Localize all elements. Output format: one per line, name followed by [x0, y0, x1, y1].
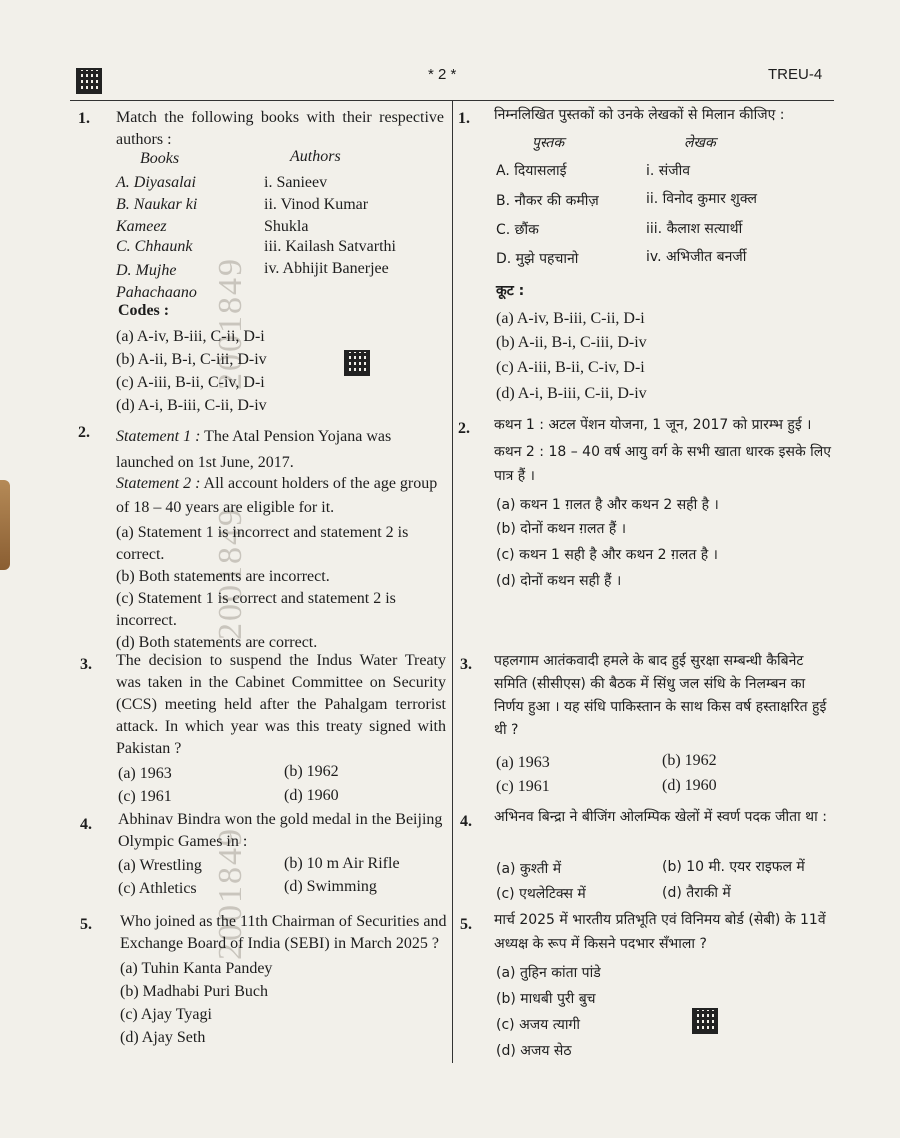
- column-header: Authors: [290, 148, 341, 165]
- list-item: i. संजीव: [646, 163, 691, 179]
- answer-option[interactable]: (d) A-i, B-iii, C-ii, D-iv: [496, 385, 647, 402]
- list-item: A. Diyasalai: [116, 174, 196, 191]
- answer-option[interactable]: (d) दोनों कथन सही हैं ।: [496, 573, 622, 589]
- qr-code-icon: [346, 352, 368, 374]
- watermark: 2001849: [212, 257, 249, 390]
- question-number: 4.: [80, 816, 92, 833]
- answer-option[interactable]: (d) 1960: [284, 787, 339, 804]
- list-item: iii. Kailash Satvarthi: [264, 238, 396, 255]
- question-text: पहलगाम आतंकवादी हमले के बाद हुई सुरक्षा सम्बन्धी कैबिनेट समिति (सीसीएस) की बैठक में सिंधु जल संधि के निलम्बन का निर्णय हुआ । यह संधि पाकिस्तान के साथ किस वर्ष हस्ताक्षरित हुई थी ?: [494, 653, 827, 738]
- codes-label: Codes :: [118, 302, 170, 319]
- answer-option[interactable]: (a) कुश्ती में: [496, 861, 562, 877]
- answer-option[interactable]: (b) Both statements are incorrect.: [116, 568, 330, 585]
- list-item: ii. विनोद कुमार शुक्ल: [646, 191, 757, 207]
- list-item: D. Mujhe Pahachaano: [116, 262, 197, 301]
- answer-option[interactable]: (c) 1961: [496, 778, 550, 795]
- column-header: Books: [140, 150, 180, 167]
- answer-option[interactable]: (a) 1963: [118, 765, 172, 782]
- question-text: अभिनव बिन्द्रा ने बीजिंग ओलम्पिक खेलों में स्वर्ण पदक जीता था :: [494, 809, 827, 825]
- column-divider: [452, 100, 453, 1063]
- question-number: 1.: [78, 110, 90, 127]
- question-number: 2.: [78, 424, 90, 441]
- answer-option[interactable]: (d) Swimming: [284, 878, 377, 895]
- statement-2: [116, 472, 444, 520]
- question-text: The decision to suspend the Indus Water Treaty was taken in the Cabinet Committee on Security (CCS) meeting held after the Pahalgam terrorist attack. In which year was this treaty signed with Pakistan ?: [116, 652, 446, 757]
- answer-option[interactable]: (b) Madhabi Puri Buch: [120, 983, 268, 1000]
- paper-code: TREU-4: [768, 66, 823, 83]
- question-text: Match the following books with their respective authors :: [116, 109, 444, 148]
- answer-option[interactable]: (b) A-ii, B-i, C-iii, D-iv: [496, 334, 647, 351]
- answer-option[interactable]: (a) तुहिन कांता पांडे: [496, 965, 601, 981]
- watermark: 2001849: [212, 827, 249, 960]
- answer-option[interactable]: (d) तैराकी में: [662, 885, 731, 901]
- list-item: iv. अभिजीत बनर्जी: [646, 249, 747, 265]
- list-item: ii. Vinod Kumar Shukla: [264, 196, 369, 235]
- column-header: पुस्तक: [532, 135, 565, 151]
- list-item: C. Chhaunk: [116, 238, 193, 255]
- list-item: iii. कैलाश सत्यार्थी: [646, 221, 743, 237]
- qr-code-icon: [78, 70, 100, 92]
- page-number: * 2 *: [428, 66, 457, 83]
- list-item: B. Naukar ki Kameez: [116, 196, 198, 235]
- question-text: Abhinav Bindra won the gold medal in the Beijing Olympic Games in :: [118, 811, 443, 850]
- question-text: निम्नलिखित पुस्तकों को उनके लेखकों से मिलान कीजिए :: [494, 107, 785, 123]
- question-number: 5.: [80, 916, 92, 933]
- answer-option[interactable]: (a) कथन 1 ग़लत है और कथन 2 सही है ।: [496, 497, 719, 513]
- statement-2: कथन 2 : 18 – 40 वर्ष आयु वर्ग के सभी खाता धारक इसके लिए पात्र हैं ।: [494, 444, 832, 484]
- list-item: D. मुझे पहचानो: [496, 251, 579, 267]
- answer-option[interactable]: (c) कथन 1 सही है और कथन 2 ग़लत है ।: [496, 547, 718, 563]
- answer-option[interactable]: (c) A-iii, B-ii, C-iv, D-i: [496, 359, 645, 376]
- answer-option[interactable]: (b) 10 m Air Rifle: [284, 855, 400, 872]
- answer-option[interactable]: (a) A-iv, B-iii, C-ii, D-i: [496, 310, 645, 327]
- answer-option[interactable]: (c) अजय त्यागी: [496, 1017, 581, 1033]
- statement-text: The Atal Pension Yojana was launched on 1st June, 2017.: [116, 428, 392, 471]
- answer-option[interactable]: (a) A-iv, B-iii, C-ii, D-i: [116, 328, 265, 345]
- paper-stain: [0, 480, 10, 570]
- answer-option[interactable]: (d) A-i, B-iii, C-ii, D-iv: [116, 397, 267, 414]
- statement-text: All account holders of the age group of 18 – 40 years are eligible for it.: [116, 475, 438, 516]
- answer-option[interactable]: (b) माधबी पुरी बुच: [496, 991, 596, 1007]
- answer-option[interactable]: (d) अजय सेठ: [496, 1043, 572, 1059]
- statement-1: [116, 424, 444, 476]
- statement-1: कथन 1 : अटल पेंशन योजना, 1 जून, 2017 को प्रारम्भ हुई ।: [494, 417, 812, 433]
- question-number: 1.: [458, 110, 470, 127]
- statement-label: Statement 1 :: [116, 428, 201, 445]
- answer-option[interactable]: (c) A-iii, B-ii, C-iv, D-i: [116, 374, 265, 391]
- answer-option[interactable]: (c) एथलेटिक्स में: [496, 886, 586, 902]
- question-number: 5.: [460, 916, 472, 933]
- list-item: A. दियासलाई: [496, 163, 567, 179]
- answer-option[interactable]: (a) Tuhin Kanta Pandey: [120, 960, 273, 977]
- answer-option[interactable]: (a) Wrestling: [118, 857, 202, 874]
- question-number: 4.: [460, 813, 472, 830]
- list-item: C. छौंक: [496, 222, 539, 238]
- answer-option[interactable]: (d) 1960: [662, 777, 717, 794]
- question-number: 2.: [458, 420, 470, 437]
- question-text: Who joined as the 11th Chairman of Securities and Exchange Board of India (SEBI) in March 2025 ?: [120, 913, 447, 952]
- answer-option[interactable]: (b) दोनों कथन ग़लत हैं ।: [496, 521, 627, 537]
- answer-option[interactable]: (d) Both statements are correct.: [116, 634, 318, 651]
- answer-option[interactable]: (b) A-ii, B-i, C-iii, D-iv: [116, 351, 267, 368]
- question-number: 3.: [460, 656, 472, 673]
- statement-label: Statement 2 :: [116, 475, 201, 492]
- list-item: i. Sanieev: [264, 174, 328, 191]
- answer-option[interactable]: (c) Athletics: [118, 880, 197, 897]
- answer-option[interactable]: (b) 1962: [284, 763, 339, 780]
- answer-option[interactable]: (c) Ajay Tyagi: [120, 1006, 212, 1023]
- question-number: 3.: [80, 656, 92, 673]
- answer-option[interactable]: (a) 1963: [496, 754, 550, 771]
- question-text: मार्च 2025 में भारतीय प्रतिभूति एवं विनिमय बोर्ड (सेबी) के 11वें अध्यक्ष के रूप में किसने पदभार सँभाला ?: [494, 912, 826, 952]
- answer-option[interactable]: (b) 1962: [662, 752, 717, 769]
- answer-option[interactable]: (a) Statement 1 is incorrect and statement 2 is correct.: [116, 524, 409, 563]
- answer-option[interactable]: (d) Ajay Seth: [120, 1029, 206, 1046]
- answer-option[interactable]: (c) Statement 1 is correct and statement 2 is incorrect.: [116, 590, 396, 629]
- answer-option[interactable]: (c) 1961: [118, 788, 172, 805]
- watermark: 2001849: [212, 507, 249, 640]
- column-header: लेखक: [684, 135, 716, 151]
- answer-option[interactable]: (b) 10 मी. एयर राइफल में: [662, 859, 805, 875]
- list-item: iv. Abhijit Banerjee: [264, 260, 389, 277]
- qr-code-icon: [694, 1010, 716, 1032]
- list-item: B. नौकर की कमीज़: [496, 193, 599, 209]
- codes-label: कूट :: [496, 283, 525, 299]
